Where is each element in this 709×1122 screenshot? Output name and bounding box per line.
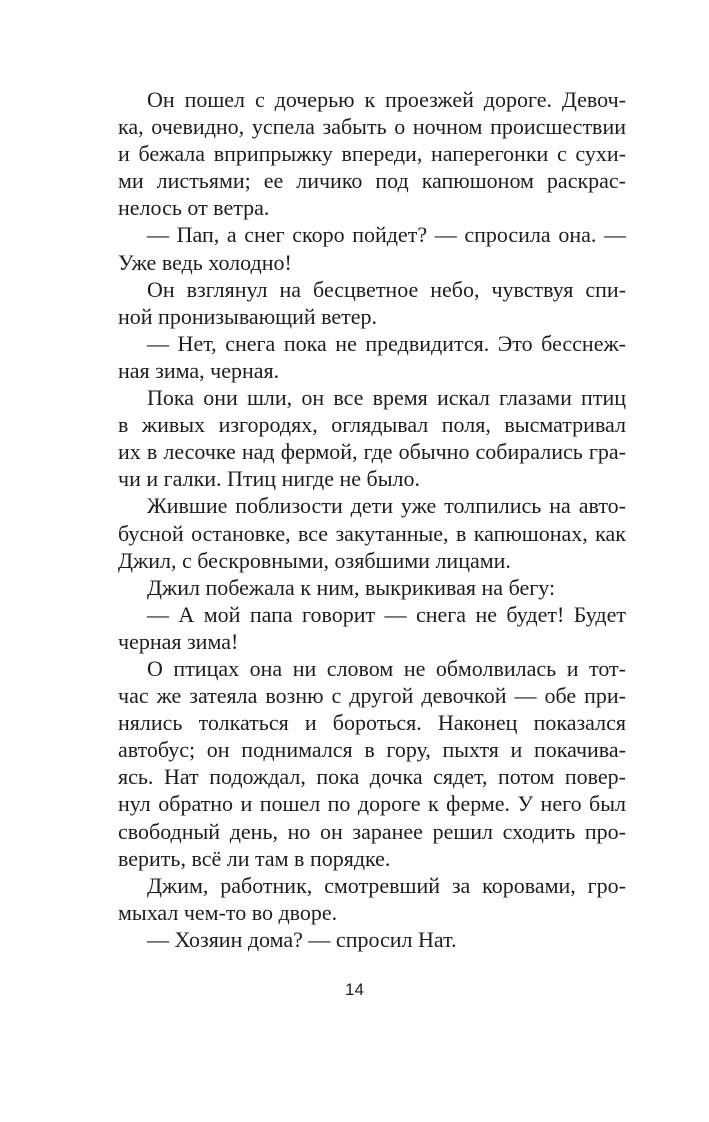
text-line: и бежала вприпрыжку впереди, наперегонки с сухи- <box>118 141 626 167</box>
text-line: нул обратно и пошел по дороге к ферме. У него был <box>118 791 626 817</box>
text-line: ная зима, черная. <box>118 357 280 383</box>
text-line: О птицах она ни словом не обмолвилась и тот- <box>147 655 626 681</box>
text-line: черная зима! <box>118 628 239 654</box>
text-line: свободный день, но он заранее решил сходить про- <box>118 818 626 844</box>
text-line: Он пошел с дочерью к проезжей дороге. Девоч- <box>147 87 626 112</box>
text-line: автобус; он поднимался в гору, пыхтя и покачива- <box>118 737 626 763</box>
page-number: 14 <box>345 980 364 999</box>
text-line: Джил побежала к ним, выкрикивая на бегу: <box>147 574 556 600</box>
text-line: час же затеяла возню с другой девочкой — обе при- <box>118 683 626 709</box>
text-line: — Нет, снега пока не предвидится. Это бесснеж- <box>147 330 626 356</box>
text-line: нелось от ветра. <box>118 195 270 221</box>
text-line: Джил, с бескровными, озябшими лицами. <box>118 547 511 573</box>
text-line: ной пронизывающий ветер. <box>118 303 378 329</box>
text-line: Пока они шли, он все время искал глазами птиц <box>147 385 626 411</box>
text-line: верить, всё ли там в порядке. <box>118 845 391 871</box>
text-line: ясь. Нат подождал, пока дочка сядет, потом повер- <box>118 764 626 790</box>
text-line: нялись толкаться и бороться. Наконец показался <box>118 710 626 736</box>
text-line: Он взглянул на бесцветное небо, чувствуя спи- <box>147 276 626 302</box>
text-line: — Хозяин дома? — спросил Нат. <box>147 926 457 952</box>
text-line: бусной остановке, все закутанные, в капюшонах, как <box>118 520 626 546</box>
body-text <box>118 86 626 953</box>
text-line: — Пап, а снег скоро пойдет? — спросила она. — <box>147 222 626 248</box>
text-line: ми листьями; ее личико под капюшоном раскрас- <box>118 168 626 194</box>
text-line: Жившие поблизости дети уже толпились на авто- <box>147 493 626 519</box>
text-line: в живых изгородях, оглядывал поля, высматривал <box>118 412 626 438</box>
text-line: Уже ведь холодно! <box>118 249 292 275</box>
text-line: Джим, работник, смотревший за коровами, гро- <box>147 872 626 898</box>
text-line: ка, очевидно, успела забыть о ночном происшествии <box>118 114 626 140</box>
text-line: их в лесочке над фермой, где обычно собирались гра- <box>118 439 626 465</box>
text-line: мыхал чем-то во дворе. <box>118 899 338 925</box>
text-line: чи и галки. Птиц нигде не было. <box>118 466 421 492</box>
text-line: — А мой папа говорит — снега не будет! Будет <box>147 601 626 627</box>
